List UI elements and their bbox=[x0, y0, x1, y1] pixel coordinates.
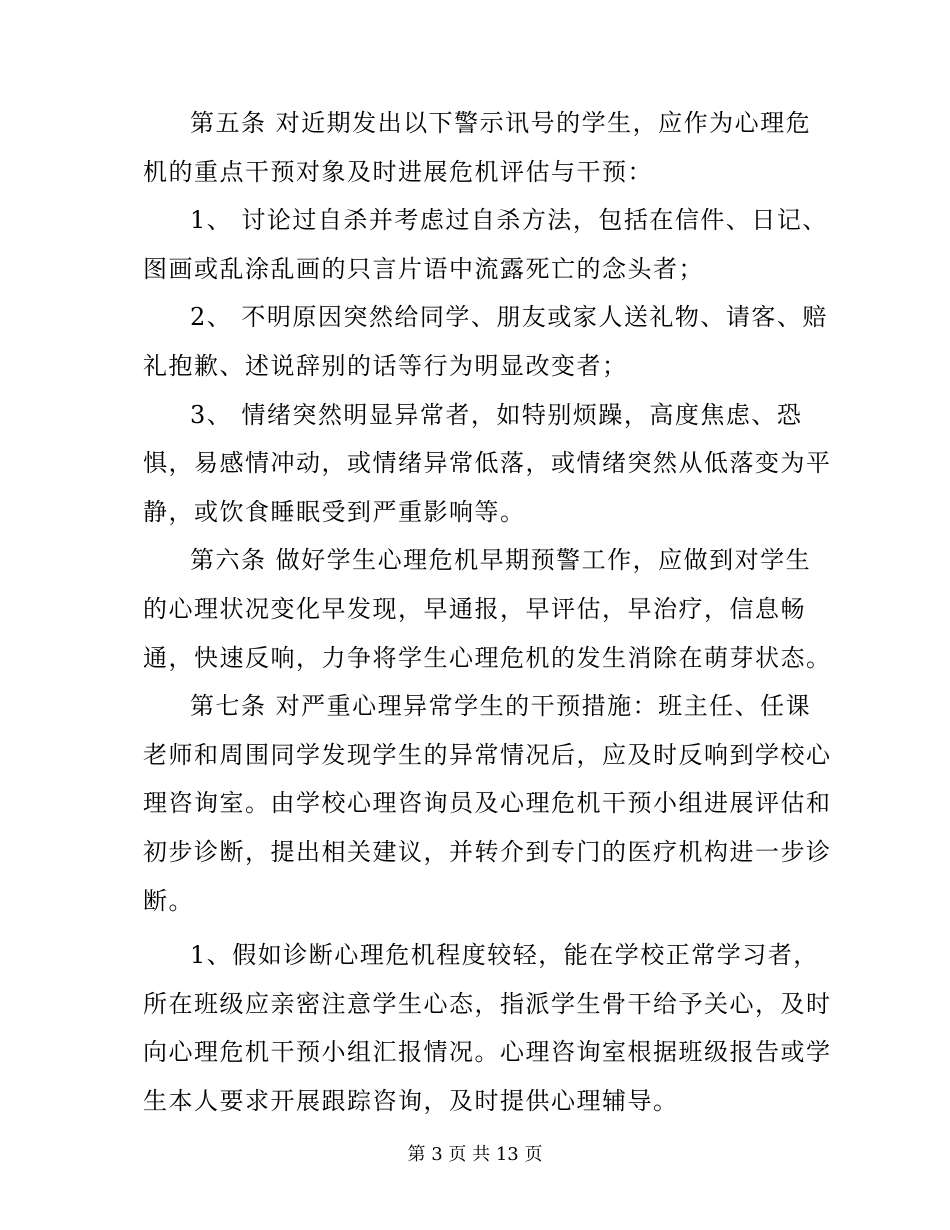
paragraph-line: 所在班级应亲密注意学生心态，指派学生骨干给予关心，及时 bbox=[143, 990, 832, 1018]
paragraph-line: 断。 bbox=[143, 887, 194, 915]
paragraph-line: 生本人要求开展跟踪咨询，及时提供心理辅导。 bbox=[143, 1087, 679, 1115]
paragraph-line: 1、 讨论过自杀并考虑过自杀方法，包括在信件、日记、 bbox=[190, 206, 828, 234]
paragraph-line: 第七条 对严重心理异常学生的干预措施：班主任、任课 bbox=[190, 692, 812, 720]
paragraph-line: 礼抱歉、述说辞别的话等行为明显改变者； bbox=[143, 352, 628, 380]
paragraph-line: 2、 不明原因突然给同学、朋友或家人送礼物、请客、赔 bbox=[190, 303, 828, 331]
paragraph-line: 的心理状况变化早发现，早通报，早评估，早治疗，信息畅 bbox=[143, 595, 806, 623]
page-number-footer: 第 3 页 共 13 页 bbox=[407, 1144, 543, 1165]
paragraph-line: 静，或饮食睡眠受到严重影响等。 bbox=[143, 498, 526, 526]
paragraph-line: 图画或乱涂乱画的只言片语中流露死亡的念头者； bbox=[143, 255, 704, 283]
paragraph-line: 3、 情绪突然明显异常者，如特别烦躁，高度焦虑、恐 bbox=[190, 401, 803, 429]
paragraph-line: 老师和周围同学发现学生的异常情况后，应及时反响到学校心 bbox=[143, 741, 832, 769]
paragraph-line: 惧，易感情冲动，或情绪异常低落，或情绪突然从低落变为平 bbox=[143, 449, 832, 477]
paragraph-line: 通，快速反响，力争将学生心理危机的发生消除在萌芽状态。 bbox=[143, 644, 832, 672]
paragraph-line: 1、假如诊断心理危机程度较轻，能在学校正常学习者， bbox=[190, 941, 819, 969]
paragraph-line: 初步诊断，提出相关建议，并转介到专门的医疗机构进一步诊 bbox=[143, 838, 832, 866]
paragraph-line: 理咨询室。由学校心理咨询员及心理危机干预小组进展评估和 bbox=[143, 789, 832, 817]
paragraph-line: 机的重点干预对象及时进展危机评估与干预： bbox=[143, 158, 653, 186]
paragraph-line: 向心理危机干预小组汇报情况。心理咨询室根据班级报告或学 bbox=[143, 1038, 832, 1066]
paragraph-line: 第六条 做好学生心理危机早期预警工作，应做到对学生 bbox=[190, 546, 812, 574]
paragraph-line: 第五条 对近期发出以下警示讯号的学生，应作为心理危 bbox=[190, 109, 812, 137]
